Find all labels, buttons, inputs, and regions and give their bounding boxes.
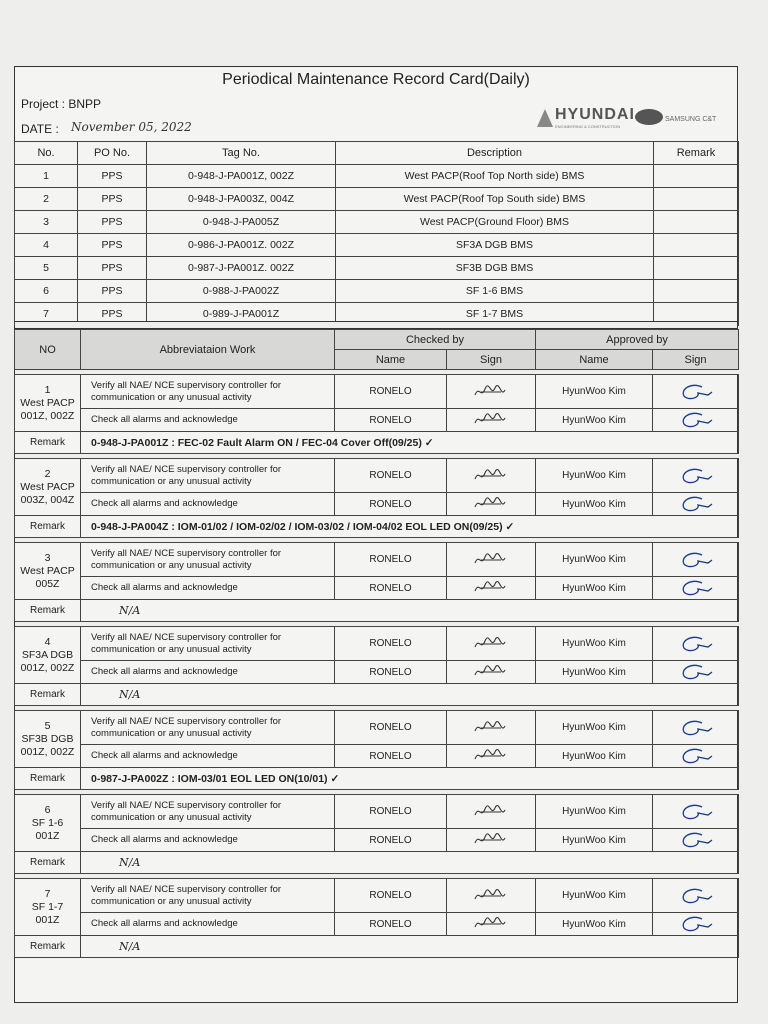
cell-desc: SF3A DGB BMS [336, 234, 654, 257]
approver-signature [676, 887, 716, 905]
checker-name: RONELO [335, 829, 447, 852]
group-number: 6 SF 1-6 001Z [15, 795, 81, 852]
cell-no: 4 [15, 234, 78, 257]
work-row-verify [15, 711, 739, 745]
cell-tag: 0-989-J-PA001Z [147, 303, 336, 326]
table-row [15, 165, 739, 188]
approver-signature [676, 383, 716, 401]
approver-signature [676, 831, 716, 849]
cell-tag: 0-948-J-PA005Z [147, 211, 336, 234]
cell-po: PPS [78, 257, 147, 280]
cell-tag: 0-986-J-PA001Z. 002Z [147, 234, 336, 257]
approver-sign [653, 543, 739, 577]
cell-remark [654, 280, 739, 303]
equipment-table-header [15, 142, 739, 165]
checker-sign [447, 711, 536, 745]
col-checked-sign: Sign [447, 350, 536, 370]
checker-name: RONELO [335, 493, 447, 516]
checker-signature [471, 579, 511, 597]
checker-signature [471, 551, 511, 569]
group-number: 5 SF3B DGB 001Z, 002Z [15, 711, 81, 768]
task-alarms: Check all alarms and acknowledge [81, 493, 335, 516]
checker-name: RONELO [335, 543, 447, 577]
group-number: 1 West PACP 001Z, 002Z [15, 375, 81, 432]
checker-signature [471, 635, 511, 653]
table-row [15, 234, 739, 257]
approver-sign [653, 879, 739, 913]
remark-text: 0-987-J-PA002Z : IOM-03/01 EOL LED ON(10/01) ✓ [81, 768, 739, 790]
work-table-header-top [15, 330, 739, 350]
approver-sign [653, 745, 739, 768]
checker-sign [447, 543, 536, 577]
remark-text: 0-948-J-PA001Z : FEC-02 Fault Alarm ON / FEC-04 Cover Off(09/25) ✓ [81, 432, 739, 454]
work-row-verify [15, 459, 739, 493]
task-verify: Verify all NAE/ NCE supervisory controller for communication or any unusual activity [81, 795, 335, 829]
approver-signature [676, 663, 716, 681]
group-number: 4 SF3A DGB 001Z, 002Z [15, 627, 81, 684]
remark-row [15, 852, 739, 874]
table-row [15, 280, 739, 303]
cell-desc: West PACP(Roof Top South side) BMS [336, 188, 654, 211]
checker-sign [447, 661, 536, 684]
remark-text: 0-948-J-PA004Z : IOM-01/02 / IOM-02/02 / IOM-03/02 / IOM-04/02 EOL LED ON(09/25) ✓ [81, 516, 739, 538]
approver-sign [653, 711, 739, 745]
remark-label: Remark [15, 684, 81, 706]
approver-name: HyunWoo Kim [536, 577, 653, 600]
approver-sign [653, 409, 739, 432]
remark-label: Remark [15, 936, 81, 958]
cell-no: 7 [15, 303, 78, 326]
approver-signature [676, 467, 716, 485]
checker-signature [471, 831, 511, 849]
date-value-handwritten: November 05, 2022 [71, 120, 192, 134]
col-remark: Remark [654, 142, 739, 165]
cell-po: PPS [78, 188, 147, 211]
work-row-verify [15, 543, 739, 577]
task-alarms: Check all alarms and acknowledge [81, 409, 335, 432]
checker-sign [447, 795, 536, 829]
group-number: 3 West PACP 005Z [15, 543, 81, 600]
task-verify: Verify all NAE/ NCE supervisory controller for communication or any unusual activity [81, 711, 335, 745]
task-alarms: Check all alarms and acknowledge [81, 661, 335, 684]
task-verify: Verify all NAE/ NCE supervisory controller for communication or any unusual activity [81, 627, 335, 661]
svg-text:ENGINEERING & CONSTRUCTION: ENGINEERING & CONSTRUCTION [555, 124, 621, 129]
work-table [14, 329, 739, 958]
equipment-table [14, 141, 739, 326]
cell-desc: West PACP(Roof Top North side) BMS [336, 165, 654, 188]
remark-label: Remark [15, 852, 81, 874]
remark-row [15, 516, 739, 538]
remark-row [15, 432, 739, 454]
cell-desc: SF 1-6 BMS [336, 280, 654, 303]
checker-name: RONELO [335, 409, 447, 432]
work-row-verify [15, 795, 739, 829]
checker-sign [447, 493, 536, 516]
table-row [15, 211, 739, 234]
cell-desc: West PACP(Ground Floor) BMS [336, 211, 654, 234]
col-no: NO [15, 330, 81, 370]
checker-signature [471, 495, 511, 513]
task-verify: Verify all NAE/ NCE supervisory controller for communication or any unusual activity [81, 543, 335, 577]
checker-name: RONELO [335, 627, 447, 661]
cell-no: 2 [15, 188, 78, 211]
remark-label: Remark [15, 768, 81, 790]
approver-signature [676, 635, 716, 653]
group-number: 2 West PACP 003Z, 004Z [15, 459, 81, 516]
checker-name: RONELO [335, 711, 447, 745]
cell-no: 6 [15, 280, 78, 303]
checker-name: RONELO [335, 913, 447, 936]
checker-name: RONELO [335, 661, 447, 684]
cell-po: PPS [78, 234, 147, 257]
col-no: No. [15, 142, 78, 165]
checker-name: RONELO [335, 879, 447, 913]
table-row [15, 257, 739, 280]
cell-po: PPS [78, 280, 147, 303]
cell-desc: SF 1-7 BMS [336, 303, 654, 326]
remark-row [15, 768, 739, 790]
approver-sign [653, 375, 739, 409]
cell-remark [654, 211, 739, 234]
checker-name: RONELO [335, 459, 447, 493]
col-abbreviation-work: Abbreviataion Work [81, 330, 335, 370]
work-row-alarms [15, 745, 739, 768]
checker-signature [471, 383, 511, 401]
remark-row [15, 600, 739, 622]
approver-name: HyunWoo Kim [536, 459, 653, 493]
work-row-alarms [15, 577, 739, 600]
cell-no: 5 [15, 257, 78, 280]
checker-signature [471, 467, 511, 485]
approver-sign [653, 829, 739, 852]
approver-name: HyunWoo Kim [536, 493, 653, 516]
section-divider [15, 321, 737, 329]
approver-sign [653, 627, 739, 661]
approver-sign [653, 459, 739, 493]
approver-signature [676, 915, 716, 933]
checker-signature [471, 915, 511, 933]
date-label: DATE : [21, 122, 59, 136]
project-label: Project : BNPP [21, 97, 102, 111]
cell-po: PPS [78, 211, 147, 234]
task-alarms: Check all alarms and acknowledge [81, 745, 335, 768]
remark-row [15, 936, 739, 958]
cell-remark [654, 188, 739, 211]
task-alarms: Check all alarms and acknowledge [81, 913, 335, 936]
task-alarms: Check all alarms and acknowledge [81, 829, 335, 852]
col-po: PO No. [78, 142, 147, 165]
task-verify: Verify all NAE/ NCE supervisory controller for communication or any unusual activity [81, 459, 335, 493]
cell-remark [654, 257, 739, 280]
approver-sign [653, 493, 739, 516]
col-approved-sign: Sign [653, 350, 739, 370]
svg-text:HYUNDAI: HYUNDAI [555, 106, 635, 123]
col-tag: Tag No. [147, 142, 336, 165]
cell-tag: 0-988-J-PA002Z [147, 280, 336, 303]
hyundai-samsung-logo [535, 95, 735, 135]
remark-text: N/A [81, 936, 739, 958]
col-checked-name: Name [335, 350, 447, 370]
cell-tag: 0-948-J-PA003Z, 004Z [147, 188, 336, 211]
remark-label: Remark [15, 600, 81, 622]
approver-name: HyunWoo Kim [536, 829, 653, 852]
approver-name: HyunWoo Kim [536, 745, 653, 768]
col-approved-name: Name [536, 350, 653, 370]
checker-signature [471, 803, 511, 821]
checker-sign [447, 879, 536, 913]
approver-name: HyunWoo Kim [536, 913, 653, 936]
cell-no: 1 [15, 165, 78, 188]
remark-text: N/A [81, 600, 739, 622]
remark-label: Remark [15, 432, 81, 454]
cell-po: PPS [78, 303, 147, 326]
table-row [15, 188, 739, 211]
approver-signature [676, 803, 716, 821]
checker-signature [471, 663, 511, 681]
checker-signature [471, 719, 511, 737]
checker-name: RONELO [335, 745, 447, 768]
approver-name: HyunWoo Kim [536, 711, 653, 745]
checker-signature [471, 747, 511, 765]
work-row-verify [15, 627, 739, 661]
col-approved-by: Approved by [536, 330, 739, 350]
cell-tag: 0-948-J-PA001Z, 002Z [147, 165, 336, 188]
approver-signature [676, 719, 716, 737]
approver-name: HyunWoo Kim [536, 375, 653, 409]
approver-signature [676, 551, 716, 569]
task-verify: Verify all NAE/ NCE supervisory controller for communication or any unusual activity [81, 879, 335, 913]
approver-signature [676, 495, 716, 513]
checker-signature [471, 411, 511, 429]
approver-name: HyunWoo Kim [536, 627, 653, 661]
remark-text: N/A [81, 852, 739, 874]
group-number: 7 SF 1-7 001Z [15, 879, 81, 936]
approver-signature [676, 747, 716, 765]
checker-sign [447, 913, 536, 936]
cell-remark [654, 234, 739, 257]
col-description: Description [336, 142, 654, 165]
checker-name: RONELO [335, 375, 447, 409]
checker-sign [447, 459, 536, 493]
cell-po: PPS [78, 165, 147, 188]
approver-name: HyunWoo Kim [536, 795, 653, 829]
task-verify: Verify all NAE/ NCE supervisory controller for communication or any unusual activity [81, 375, 335, 409]
checker-sign [447, 627, 536, 661]
cell-no: 3 [15, 211, 78, 234]
work-row-alarms [15, 409, 739, 432]
cell-remark [654, 165, 739, 188]
approver-name: HyunWoo Kim [536, 661, 653, 684]
cell-tag: 0-987-J-PA001Z. 002Z [147, 257, 336, 280]
remark-row [15, 684, 739, 706]
checker-sign [447, 829, 536, 852]
work-row-alarms [15, 661, 739, 684]
maintenance-record-card [14, 66, 738, 1003]
remark-label: Remark [15, 516, 81, 538]
work-row-alarms [15, 913, 739, 936]
work-row-verify [15, 375, 739, 409]
checker-signature [471, 887, 511, 905]
approver-name: HyunWoo Kim [536, 543, 653, 577]
cell-desc: SF3B DGB BMS [336, 257, 654, 280]
checker-sign [447, 409, 536, 432]
task-alarms: Check all alarms and acknowledge [81, 577, 335, 600]
approver-name: HyunWoo Kim [536, 409, 653, 432]
checker-sign [447, 375, 536, 409]
remark-text: N/A [81, 684, 739, 706]
approver-signature [676, 411, 716, 429]
page-title: Periodical Maintenance Record Card(Daily) [222, 71, 530, 88]
checker-sign [447, 745, 536, 768]
approver-name: HyunWoo Kim [536, 879, 653, 913]
col-checked-by: Checked by [335, 330, 536, 350]
work-row-verify [15, 879, 739, 913]
checker-name: RONELO [335, 577, 447, 600]
checker-sign [447, 577, 536, 600]
svg-text:SAMSUNG C&T: SAMSUNG C&T [665, 116, 717, 123]
approver-sign [653, 913, 739, 936]
approver-sign [653, 661, 739, 684]
approver-signature [676, 579, 716, 597]
work-row-alarms [15, 493, 739, 516]
work-row-alarms [15, 829, 739, 852]
approver-sign [653, 577, 739, 600]
approver-sign [653, 795, 739, 829]
checker-name: RONELO [335, 795, 447, 829]
